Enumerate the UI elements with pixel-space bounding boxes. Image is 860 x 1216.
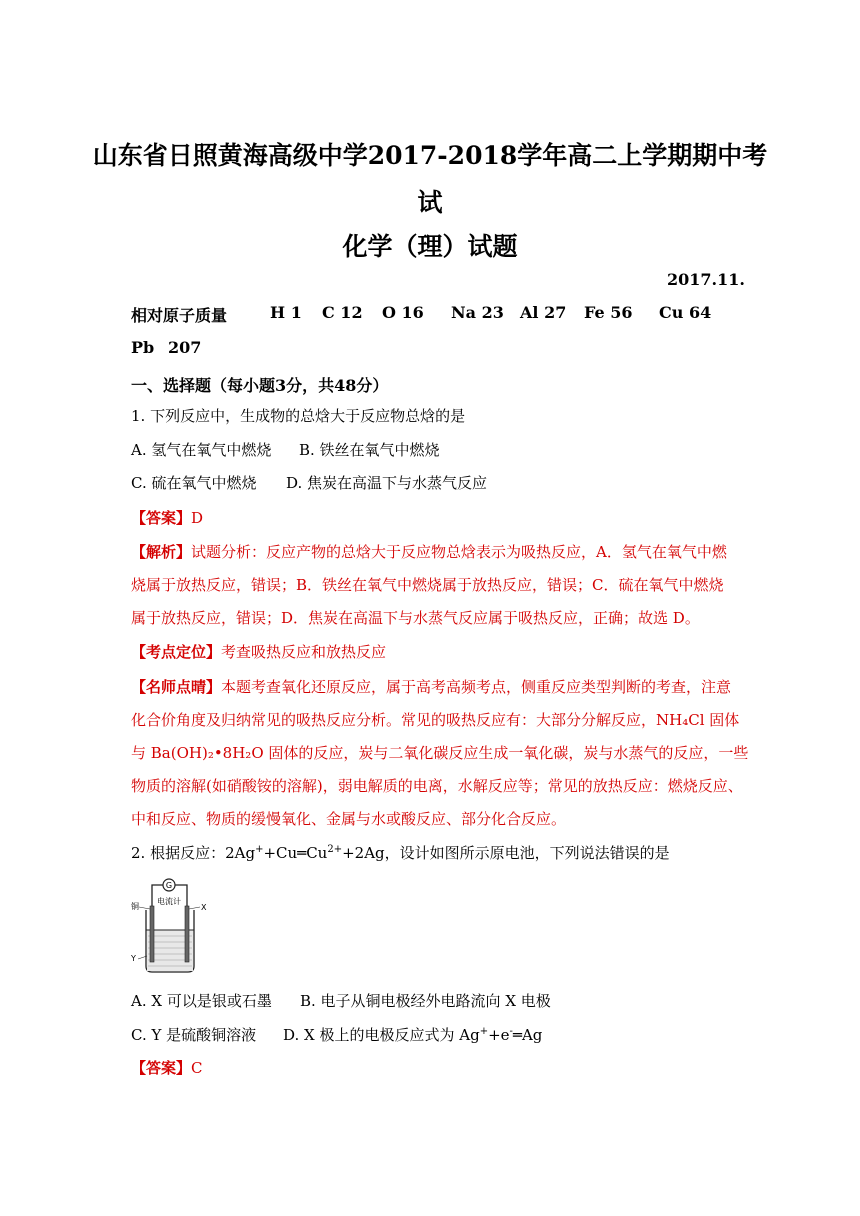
answer-tag: 【答案】 <box>131 509 192 527</box>
galvanic-cell-diagram <box>130 876 210 976</box>
atomic-mass-item: Na 23 <box>451 303 504 322</box>
option-c: C. 硫在氧气中燃烧 <box>131 474 257 492</box>
question-2-options-row2 <box>131 1024 542 1045</box>
analysis-line: 属于放热反应，错误；D．焦炭在高温下与水蒸气反应属于吸热反应，正确；故选 D。 <box>131 609 700 627</box>
knowledge-point-text: 考查吸热反应和放热反应 <box>221 643 387 661</box>
atomic-mass-label: 相对原子质量 <box>131 306 228 325</box>
teacher-tip-line <box>131 676 731 697</box>
question-1-stem: 1. 下列反应中，生成物的总焓大于反应物总焓的是 <box>131 407 466 425</box>
option-a: A. X 可以是银或石墨 <box>131 992 272 1010</box>
stem-part: 2. 根据反应：2Ag <box>131 844 256 862</box>
stem-part: +2Ag，设计如图所示原电池，下列说法错误的是 <box>342 844 670 862</box>
option-d: D. 焦炭在高温下与水蒸气反应 <box>286 474 488 492</box>
answer-tag: 【答案】 <box>131 1059 192 1077</box>
copper-electrode <box>150 906 154 962</box>
analysis-text: 试题分析：反应产物的总焓大于反应物总焓表示为吸热反应，A．氢气在氧气中燃 <box>191 543 727 561</box>
answer-value: D <box>191 509 204 527</box>
teacher-tip-text: 本题考查氧化还原反应，属于高考高频考点，侧重反应类型判断的考查，注意 <box>221 678 732 696</box>
superscript: - <box>509 1026 513 1037</box>
page-title-continued: 试 <box>417 188 443 217</box>
analysis-line: 烧属于放热反应，错误；B．铁丝在氧气中燃烧属于放热反应，错误；C．硫在氧气中燃烧 <box>131 576 724 594</box>
teacher-tip-tag: 【名师点晴】 <box>131 678 222 696</box>
option-d-part: +e <box>488 1026 510 1044</box>
x-label: X <box>201 903 207 912</box>
superscript: + <box>479 1026 489 1037</box>
page-title: 山东省日照黄海高级中学2017-2018学年高二上学期期中考 <box>92 141 768 170</box>
atomic-mass-pb-symbol: Pb <box>131 338 155 357</box>
stem-part: +Cu═Cu <box>263 844 328 862</box>
atomic-mass-item: C 12 <box>322 303 363 322</box>
option-b: B. 铁丝在氧气中燃烧 <box>299 441 440 459</box>
question-1-answer <box>131 507 203 528</box>
option-d <box>283 1024 542 1045</box>
knowledge-point <box>131 641 386 662</box>
question-2-answer <box>131 1057 203 1078</box>
atomic-mass-item: H 1 <box>270 303 302 322</box>
teacher-tip-line: 中和反应、物质的缓慢氧化、金属与水或酸反应、部分化合反应。 <box>131 810 567 828</box>
option-b: B. 电子从铜电极经外电路流向 X 电极 <box>300 992 551 1010</box>
option-a: A. 氢气在氧气中燃烧 <box>131 441 272 459</box>
atomic-mass-item: O 16 <box>382 303 424 322</box>
atomic-mass-item: Cu 64 <box>659 303 712 322</box>
analysis-line <box>131 541 727 562</box>
question-2-stem <box>131 842 670 863</box>
section-heading: 一、选择题（每小题3分，共48分） <box>131 376 389 395</box>
option-d-part: ═Ag <box>512 1026 543 1044</box>
galvanometer-label: G <box>165 881 173 890</box>
teacher-tip-line: 与 Ba(OH)₂•8H₂O 固体的反应，炭与二氧化碳反应生成一氧化碳，炭与水蒸气的反应，一些 <box>131 744 749 762</box>
knowledge-point-tag: 【考点定位】 <box>131 643 222 661</box>
superscript: 2+ <box>327 844 343 855</box>
superscript: + <box>255 844 264 855</box>
teacher-tip-line: 化合价角度及归纳常见的吸热反应分析。常见的吸热反应有：大部分分解反应，NH₄Cl 固体 <box>131 711 740 729</box>
question-1-options-row2 <box>131 472 487 493</box>
option-d-part: D. X 极上的电极反应式为 Ag <box>283 1026 480 1044</box>
y-label: Y <box>131 954 136 963</box>
answer-value: C <box>191 1059 203 1077</box>
option-c: C. Y 是硫酸铜溶液 <box>131 1026 257 1044</box>
atomic-mass-item: Al 27 <box>520 303 567 322</box>
analysis-tag: 【解析】 <box>131 543 192 561</box>
x-electrode <box>185 906 189 962</box>
question-1-options-row1 <box>131 439 440 460</box>
copper-label: 铜 <box>131 902 139 911</box>
exam-date: 2017.11. <box>667 270 745 289</box>
teacher-tip-line: 物质的溶解(如硝酸铵的溶解)，弱电解质的电离，水解反应等；常见的放热反应：燃烧反应、 <box>131 777 743 795</box>
meter-label: 电流计 <box>157 897 181 906</box>
question-2-options-row1 <box>131 990 551 1011</box>
atomic-mass-item: Fe 56 <box>584 303 633 322</box>
page-subtitle: 化学（理）试题 <box>342 232 518 261</box>
atomic-mass-pb-value: 207 <box>168 338 202 357</box>
